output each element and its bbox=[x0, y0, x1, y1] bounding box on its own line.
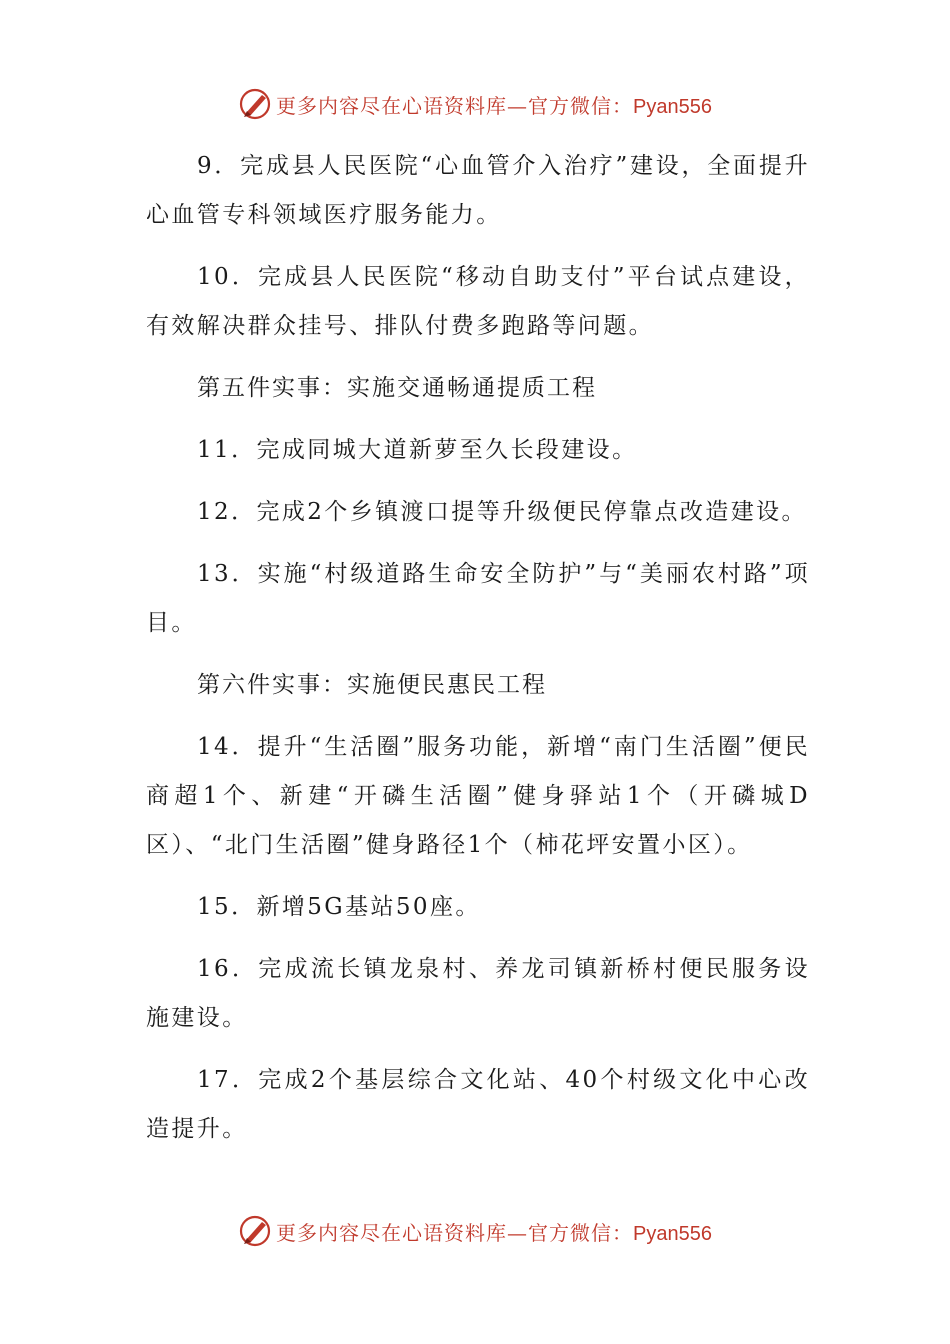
banner-wechat-id: Pyan556 bbox=[633, 1222, 712, 1245]
paragraph-item-15: 15．新增5G基站50座。 bbox=[197, 894, 481, 920]
paragraph-item-10: 10．完成县人民医院“移动自助支付”平台试点建设，有效解决群众挂号、排队付费多跑路等问题。 bbox=[146, 264, 810, 339]
paragraph-item-17: 17．完成2个基层综合文化站、40个村级文化中心改造提升。 bbox=[146, 1067, 810, 1142]
footer-banner bbox=[0, 1211, 950, 1251]
banner-slogan: 更多内容尽在心语资料库—官方微信： bbox=[276, 93, 634, 118]
banner-slogan: 更多内容尽在心语资料库—官方微信： bbox=[276, 1220, 634, 1245]
banner-text bbox=[276, 1217, 712, 1246]
banner-text bbox=[276, 90, 712, 119]
paragraph-item-16: 16．完成流长镇龙泉村、养龙司镇新桥村便民服务设施建设。 bbox=[146, 956, 810, 1031]
paragraph-item-13: 13．实施“村级道路生命安全防护”与“美丽农村路”项目。 bbox=[146, 561, 810, 636]
pen-logo-icon bbox=[238, 87, 272, 121]
paragraph-item-12: 12．完成2个乡镇渡口提等升级便民停靠点改造建设。 bbox=[197, 499, 807, 525]
paragraph-item-11: 11．完成同城大道新萝至久长段建设。 bbox=[197, 437, 638, 463]
header-banner bbox=[0, 84, 950, 124]
paragraph-item-14: 14．提升“生活圈”服务功能，新增“南门生活圈”便民商超1个、新建“开磷生活圈”健身驿站1个（开磷城D区）、“北门生活圈”健身路径1个（柿花坪安置小区）。 bbox=[146, 734, 810, 858]
pen-logo-icon bbox=[238, 1214, 272, 1248]
document-body bbox=[146, 142, 810, 1167]
paragraph-item-9: 9．完成县人民医院“心血管介入治疗”建设，全面提升心血管专科领域医疗服务能力。 bbox=[146, 153, 810, 228]
section-heading-6: 第六件实事：实施便民惠民工程 bbox=[197, 672, 547, 698]
banner-wechat-id: Pyan556 bbox=[633, 95, 712, 118]
section-heading-5: 第五件实事：实施交通畅通提质工程 bbox=[197, 375, 597, 401]
